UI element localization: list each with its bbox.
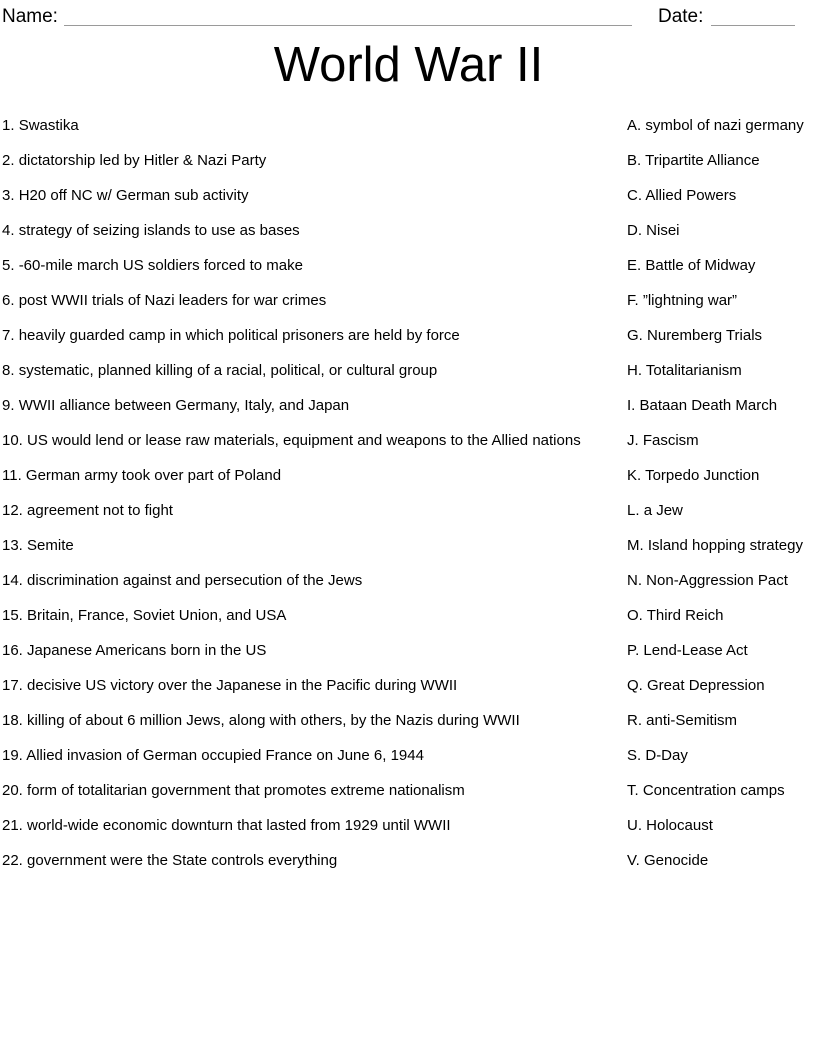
clue-number: 14. [2,572,23,589]
answer-text [627,149,815,172]
answer-text [627,289,815,312]
matching-row [2,674,815,697]
clue-text [2,569,627,592]
answer-text [627,359,815,382]
answer-text [627,184,815,207]
clue-body: WWII alliance between Germany, Italy, and Japan [18,397,350,414]
clue-text [2,394,627,417]
clue-body: form of totalitarian government that promotes extreme nationalism [27,782,465,799]
answer-body: Non-Aggression Pact [646,572,788,589]
answer-letter: I. [627,397,636,414]
clue-text [2,254,627,277]
matching-row [2,149,815,172]
clue-text [2,359,627,382]
answer-body: Bataan Death March [639,397,778,414]
clue-number: 5. [2,257,15,274]
matching-row [2,114,815,137]
answer-letter: S. [627,747,642,764]
answer-body: Torpedo Junction [645,467,760,484]
clue-number: 19. [2,747,23,764]
clue-body: Britain, France, Soviet Union, and USA [27,607,287,624]
answer-body: ”lightning war” [642,292,738,309]
answer-body: anti-Semitism [646,712,738,729]
answer-body: Island hopping strategy [647,537,803,554]
clue-body: discrimination against and persecution of the Jews [27,572,363,589]
name-label: Name: [2,6,58,27]
clue-text [2,709,627,732]
answer-body: Tripartite Alliance [645,152,760,169]
answer-body: Third Reich [646,607,724,624]
answer-letter: B. [627,152,642,169]
clue-text [2,744,627,767]
matching-row [2,569,815,592]
answer-letter: V. [627,852,640,869]
clue-number: 13. [2,537,23,554]
clue-body: Allied invasion of German occupied France on June 6, 1944 [26,747,424,764]
answer-text [627,639,815,662]
clue-number: 12. [2,502,23,519]
clue-body: strategy of seizing islands to use as bases [18,222,300,239]
clue-body: US would lend or lease raw materials, equipment and weapons to the Allied nations [27,432,581,449]
answer-text [627,604,815,627]
answer-letter: E. [627,257,642,274]
answer-body: Great Depression [647,677,765,694]
clue-number: 8. [2,362,15,379]
answer-text [627,744,815,767]
answer-letter: T. [627,782,639,799]
matching-list [2,114,815,872]
matching-row [2,604,815,627]
clue-number: 7. [2,327,15,344]
clue-number: 20. [2,782,23,799]
answer-letter: O. [627,607,643,624]
clue-body: dictatorship led by Hitler & Nazi Party [18,152,267,169]
clue-body: Swastika [18,117,79,134]
clue-text [2,499,627,522]
clue-text [2,289,627,312]
matching-row [2,639,815,662]
matching-row [2,849,815,872]
page-title: World War II [273,38,544,92]
answer-body: symbol of nazi germany [645,117,804,134]
answer-letter: N. [627,572,642,589]
clue-number: 22. [2,852,23,869]
answer-letter: K. [627,467,642,484]
matching-row [2,254,815,277]
clue-number: 10. [2,432,23,449]
matching-row [2,324,815,347]
clue-text [2,324,627,347]
clue-text [2,429,627,452]
clue-text [2,219,627,242]
clue-body: Japanese Americans born in the US [27,642,267,659]
clue-body: German army took over part of Poland [25,467,282,484]
clue-number: 6. [2,292,15,309]
matching-row [2,709,815,732]
clue-number: 1. [2,117,15,134]
clue-text [2,604,627,627]
matching-row [2,534,815,557]
answer-letter: H. [627,362,642,379]
answer-body: Totalitarianism [645,362,742,379]
clue-number: 18. [2,712,23,729]
answer-letter: A. [627,117,642,134]
clue-number: 15. [2,607,23,624]
clue-text [2,849,627,872]
answer-letter: R. [627,712,642,729]
matching-row [2,359,815,382]
answer-text [627,674,815,697]
matching-row [2,464,815,487]
answer-body: Genocide [643,852,709,869]
clue-number: 16. [2,642,23,659]
answer-text [627,814,815,837]
answer-letter: F. [627,292,639,309]
answer-text [627,254,815,277]
clue-number: 21. [2,817,23,834]
matching-row [2,429,815,452]
answer-body: Nisei [646,222,680,239]
answer-text [627,394,815,417]
clue-body: government were the State controls everything [27,852,338,869]
answer-body: a Jew [643,502,683,519]
answer-body: Concentration camps [642,782,785,799]
clue-body: heavily guarded camp in which political prisoners are held by force [18,327,460,344]
answer-text [627,709,815,732]
answer-body: Battle of Midway [645,257,756,274]
clue-body: systematic, planned killing of a racial, political, or cultural group [18,362,438,379]
answer-text [627,464,815,487]
clue-number: 9. [2,397,15,414]
clue-body: Semite [27,537,74,554]
answer-letter: U. [627,817,642,834]
answer-letter: Q. [627,677,643,694]
answer-body: Allied Powers [645,187,737,204]
answer-body: Fascism [642,432,699,449]
answer-letter: J. [627,432,639,449]
answer-text [627,429,815,452]
clue-body: agreement not to fight [27,502,173,519]
answer-letter: L. [627,502,640,519]
matching-row [2,289,815,312]
answer-body: D-Day [645,747,688,764]
answer-text [627,779,815,802]
clue-number: 17. [2,677,23,694]
answer-text [627,849,815,872]
clue-number: 11. [2,467,22,484]
clue-text [2,464,627,487]
matching-row [2,394,815,417]
clue-body: decisive US victory over the Japanese in the Pacific during WWII [27,677,458,694]
matching-row [2,779,815,802]
clue-text [2,674,627,697]
answer-letter: C. [627,187,642,204]
date-label: Date: [657,6,704,27]
matching-row [2,814,815,837]
date-blank-line [711,6,795,26]
clue-text [2,184,627,207]
answer-text [627,534,815,557]
answer-letter: G. [627,327,643,344]
answer-text [627,219,815,242]
answer-letter: M. [627,537,644,554]
answer-body: Lend-Lease Act [643,642,748,659]
clue-body: world-wide economic downturn that lasted from 1929 until WWII [27,817,451,834]
answer-text [627,114,815,137]
matching-row [2,219,815,242]
answer-letter: D. [627,222,642,239]
clue-number: 2. [2,152,15,169]
clue-text [2,149,627,172]
answer-text [627,324,815,347]
clue-text [2,814,627,837]
clue-number: 3. [2,187,15,204]
clue-body: -60-mile march US soldiers forced to make [18,257,303,274]
worksheet-header [2,4,815,28]
clue-body: H20 off NC w/ German sub activity [18,187,249,204]
answer-body: Holocaust [646,817,713,834]
clue-body: killing of about 6 million Jews, along with others, by the Nazis during WWII [27,712,520,729]
name-blank-line [64,6,632,26]
matching-row [2,184,815,207]
clue-body: post WWII trials of Nazi leaders for war crimes [18,292,327,309]
answer-body: Nuremberg Trials [647,327,763,344]
matching-row [2,499,815,522]
answer-letter: P. [627,642,640,659]
clue-number: 4. [2,222,15,239]
clue-text [2,779,627,802]
answer-text [627,569,815,592]
clue-text [2,639,627,662]
answer-text [627,499,815,522]
matching-row [2,744,815,767]
clue-text [2,114,627,137]
clue-text [2,534,627,557]
